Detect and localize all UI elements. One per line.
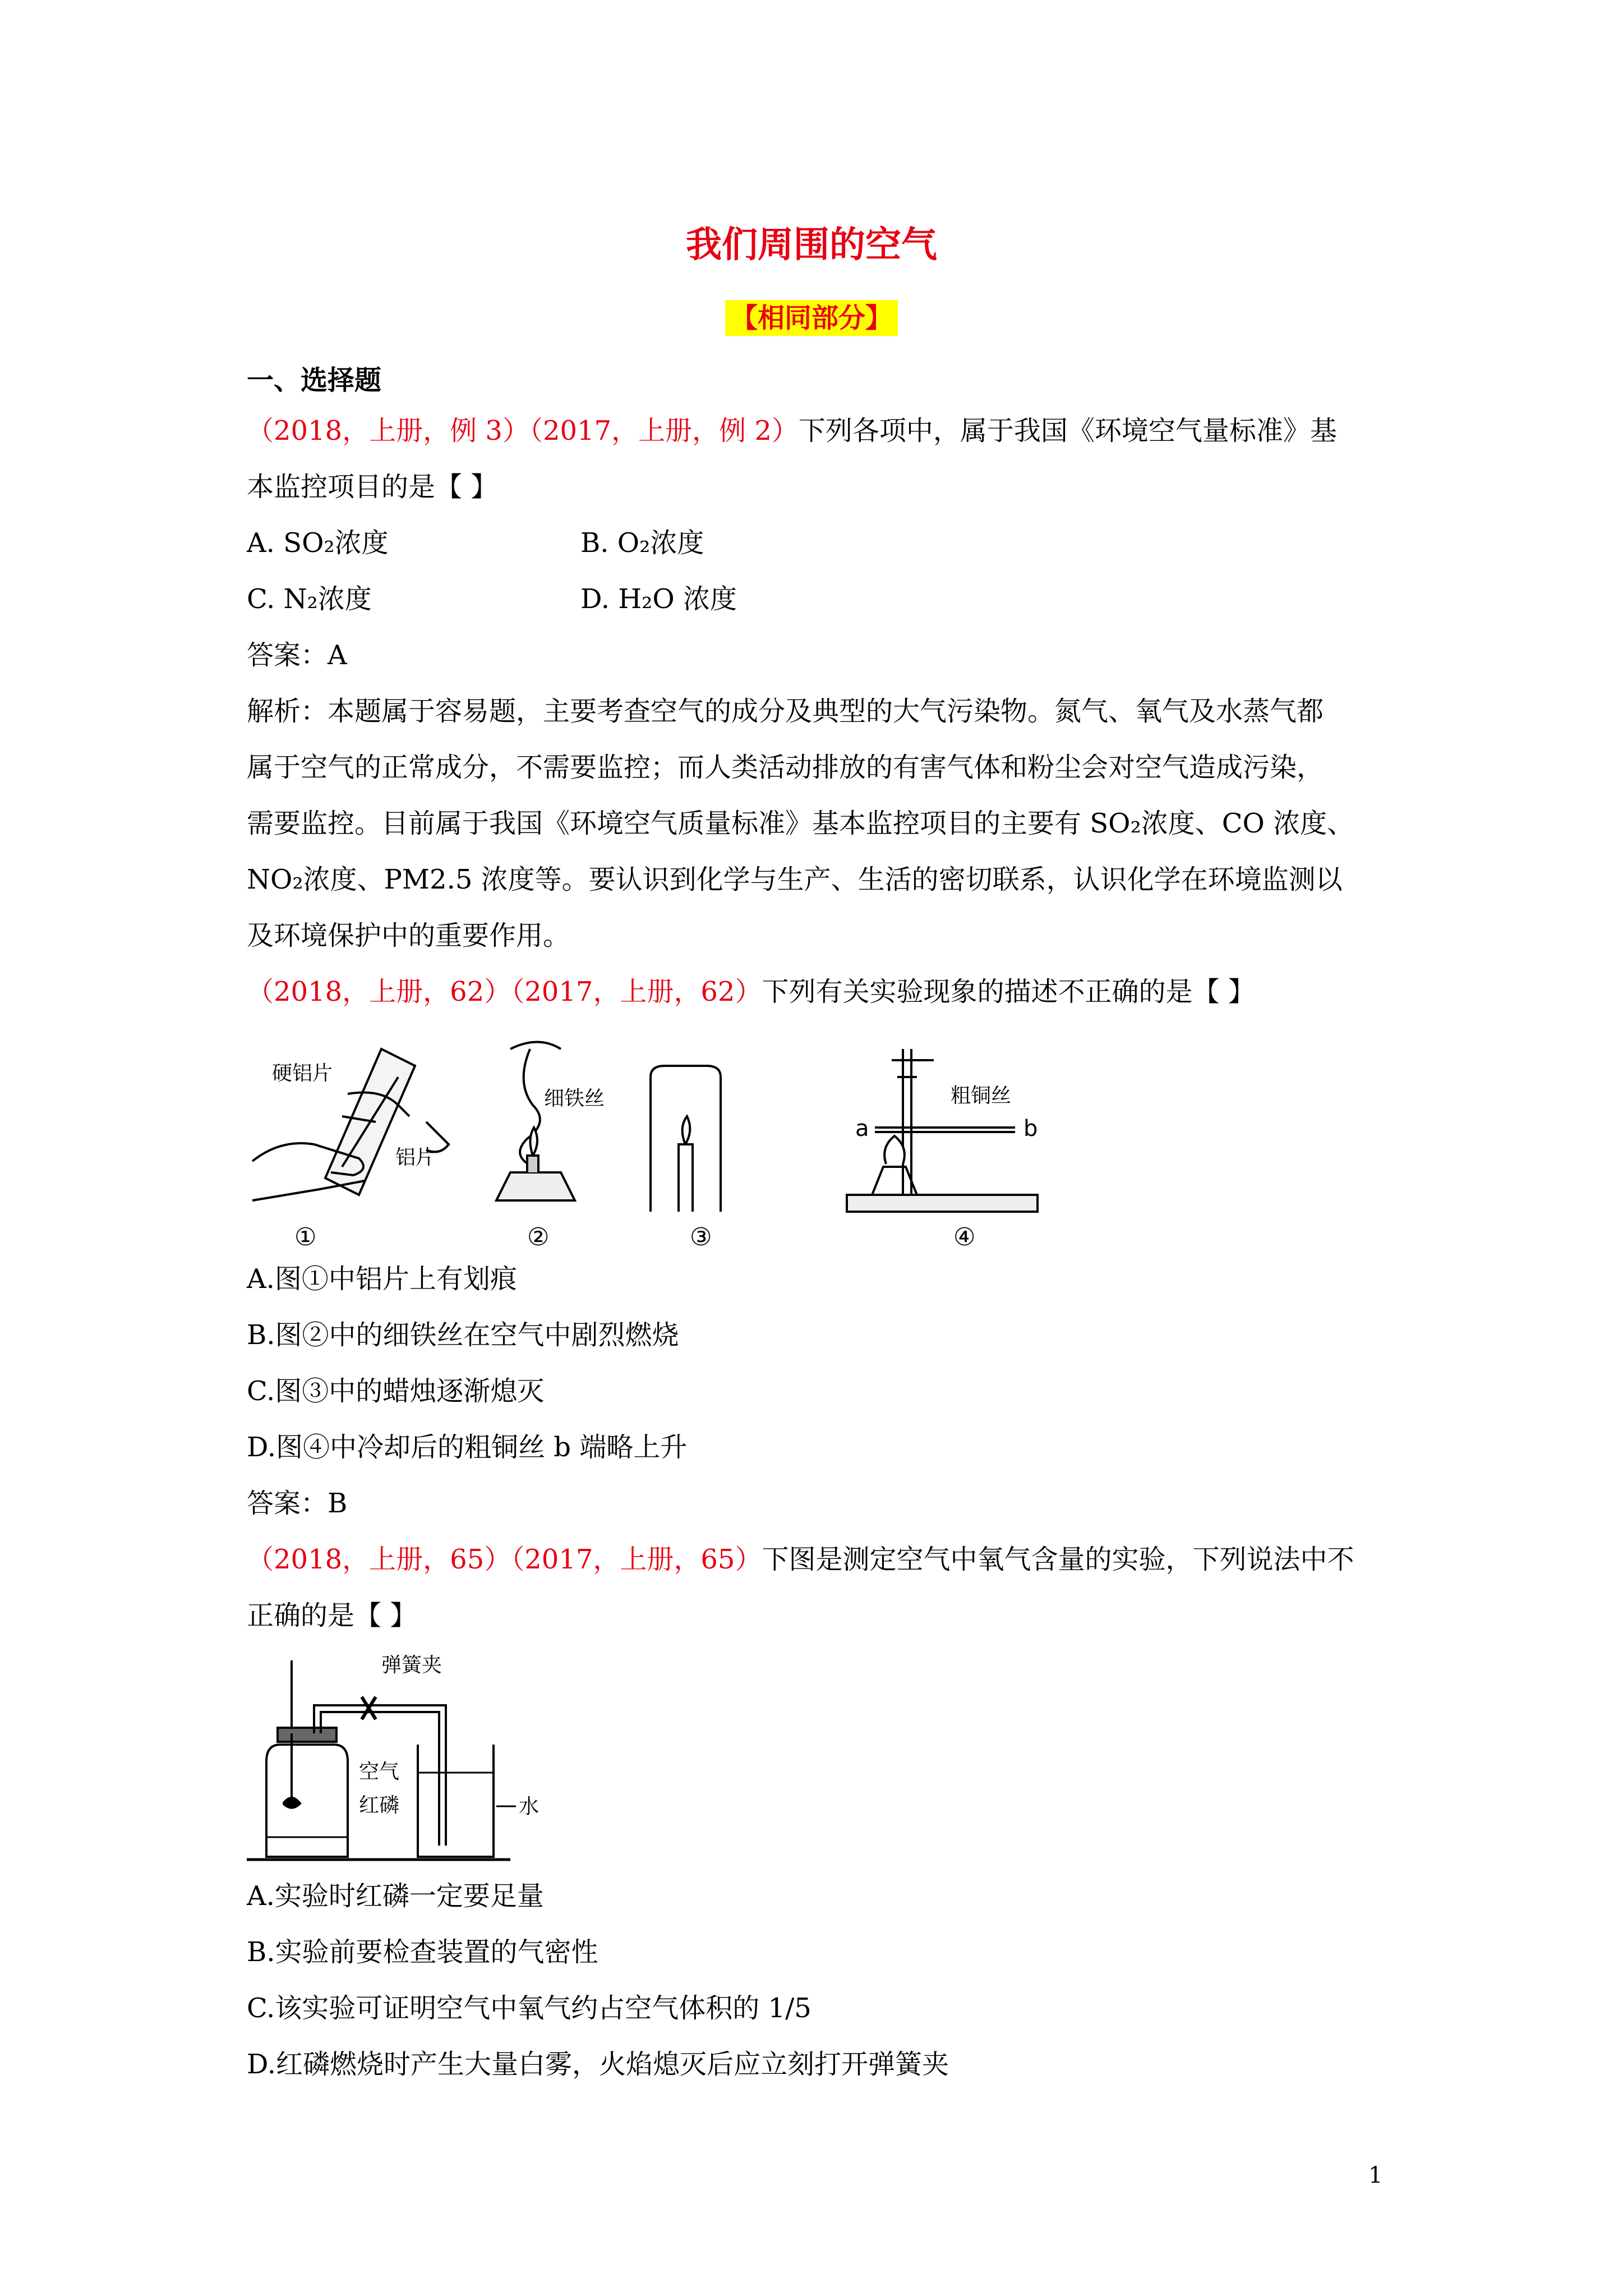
q1-stem-b: 本监控项目的是【 】 xyxy=(247,471,498,503)
label-iron-wire: 细铁丝 xyxy=(544,1087,605,1110)
label-copper-wire: 粗铜丝 xyxy=(951,1084,1012,1107)
q1-source: （2018，上册，例 3）（2017，上册，例 2） xyxy=(247,415,799,447)
q2-source: （2018，上册，62）（2017，上册，62） xyxy=(247,976,762,1007)
label-a: a xyxy=(855,1116,869,1142)
section-label: 【相同部分】 xyxy=(725,300,898,336)
q1-explanation-2: 属于空气的正常成分，不需要监控；而人类活动排放的有害气体和粉尘会对空气造成污染， xyxy=(247,752,1324,783)
q1-option-b: B. O₂浓度 xyxy=(580,527,704,559)
q2-answer: 答案：B xyxy=(247,1488,348,1519)
label-hard-aluminum: 硬铝片 xyxy=(272,1062,333,1085)
q3-stem-line1 xyxy=(247,1543,1354,1576)
q3-option-a: A.实验时红磷一定要足量 xyxy=(247,1880,544,1912)
q1-stem-line1 xyxy=(247,414,1337,448)
figure-number-1: ① xyxy=(294,1223,317,1251)
bottle xyxy=(266,1745,348,1857)
label-spring-clip: 弹簧夹 xyxy=(381,1654,442,1677)
q2-stem: 下列有关实验现象的描述不正确的是【 】 xyxy=(762,976,1255,1007)
q3-option-d: D.红磷燃烧时产生大量白雾，火焰熄灭后应立刻打开弹簧夹 xyxy=(247,2049,949,2080)
q3-figure xyxy=(247,1644,561,1868)
figure-number-4: ④ xyxy=(953,1223,976,1251)
q3-figure-svg xyxy=(247,1644,561,1868)
q1-explanation-4: NO₂浓度、PM2.5 浓度等。要认识到化学与生产、生活的密切联系，认识化学在环境监测以 xyxy=(247,864,1343,895)
q2-option-b: B.图②中的细铁丝在空气中剧烈燃烧 xyxy=(247,1319,679,1351)
q1-answer: 答案：A xyxy=(247,639,347,671)
q1-explanation-3: 需要监控。目前属于我国《环境空气质量标准》基本监控项目的主要有 SO₂浓度、CO 浓度、 xyxy=(247,808,1354,839)
q1-option-d: D. H₂O 浓度 xyxy=(580,583,737,615)
page-title: 我们周围的空气 xyxy=(686,224,937,266)
label-water: 水 xyxy=(519,1795,540,1818)
label-b: b xyxy=(1023,1116,1038,1142)
q3-source: （2018，上册，65）（2017，上册，65） xyxy=(247,1544,762,1575)
q1-stem-a: 下列各项中，属于我国《环境空气量标准》基 xyxy=(798,415,1337,447)
q3-option-c: C.该实验可证明空气中氧气约占空气体积的 1/5 xyxy=(247,1993,811,2024)
section-label-wrap xyxy=(0,296,1623,335)
fig2-iron-wire-lamp xyxy=(496,1042,575,1201)
figure-number-3: ③ xyxy=(690,1223,712,1251)
fig3-candle-jar xyxy=(651,1066,721,1212)
figure-number-2: ② xyxy=(527,1223,550,1251)
q1-option-c: C. N₂浓度 xyxy=(247,583,372,615)
label-aluminum: 铝片 xyxy=(395,1146,436,1169)
q2-option-a: A.图①中铝片上有划痕 xyxy=(247,1263,517,1295)
q1-explanation-5: 及环境保护中的重要作用。 xyxy=(247,920,570,951)
fig4-copper-wire-stand xyxy=(847,1049,1038,1212)
q2-option-c: C.图③中的蜡烛逐渐熄灭 xyxy=(247,1375,545,1407)
label-air: 空气 xyxy=(359,1760,400,1783)
q3-stem-a: 下图是测定空气中氧气含量的实验，下列说法中不 xyxy=(762,1544,1354,1575)
q2-option-d: D.图④中冷却后的粗铜丝 b 端略上升 xyxy=(247,1432,688,1463)
page-number: 1 xyxy=(1368,2162,1383,2188)
label-red-phosphorus: 红磷 xyxy=(359,1794,400,1817)
q1-explanation-1: 解析：本题属于容易题，主要考查空气的成分及典型的大气污染物。氮气、氧气及水蒸气都 xyxy=(247,696,1324,727)
q3-option-b: B.实验前要检查装置的气密性 xyxy=(247,1936,598,1968)
q2-figure xyxy=(247,1027,1099,1251)
section-heading: 一、选择题 xyxy=(247,365,382,396)
q3-stem-b: 正确的是【 】 xyxy=(247,1600,417,1631)
q1-option-a: A. SO₂浓度 xyxy=(247,527,389,559)
q2-figure-svg xyxy=(247,1027,1099,1251)
q2-stem-line xyxy=(247,975,1255,1009)
